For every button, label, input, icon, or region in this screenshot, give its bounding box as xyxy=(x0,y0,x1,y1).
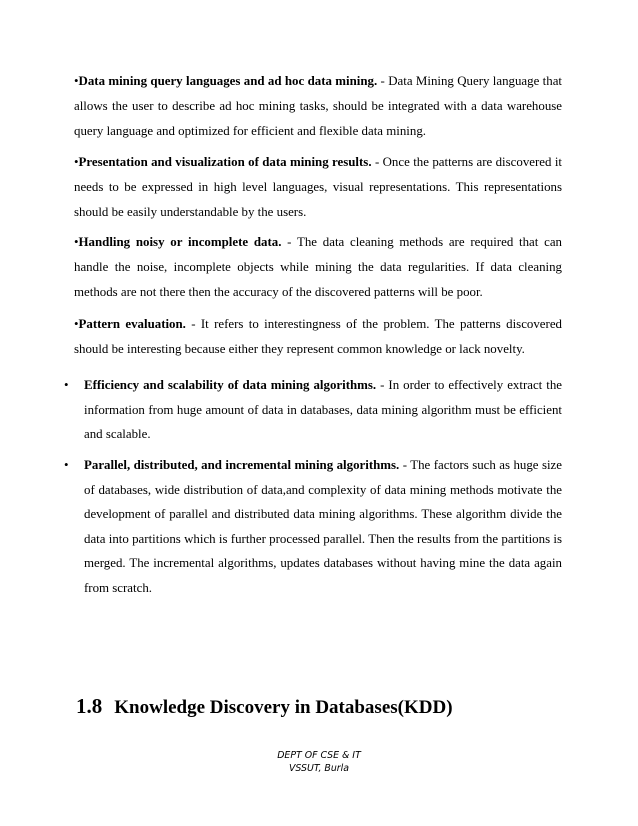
paragraph-text: - Data Mining Query language that allows the user to describe ad hoc mining tasks, should be integrated with a data warehouse query language and optimized for efficient and flexible data mining. xyxy=(74,74,562,139)
footer-department: DEPT OF CSE & IT xyxy=(277,750,361,761)
footer-institution: VSSUT, Burla xyxy=(289,763,349,774)
paragraph-title: Handling noisy or incomplete data. xyxy=(78,235,282,249)
paragraph-presentation-visualization xyxy=(74,150,562,226)
bullet-glyph: • xyxy=(64,458,69,472)
bullet-item-parallel xyxy=(64,453,562,601)
section-number: 1.8 xyxy=(76,694,103,718)
paragraph-pattern-evaluation xyxy=(74,312,562,362)
paragraph-noisy-data xyxy=(74,230,562,306)
section-heading xyxy=(76,694,453,719)
bullet-text: - In order to effectively extract the information from huge amount of data in databases, data mining algorithm must be efficient and scalable. xyxy=(84,378,562,442)
bullet-glyph: • xyxy=(74,235,79,249)
bullet-title: Efficiency and scalability of data mining algorithms. xyxy=(84,378,377,392)
bullet-title: Parallel, distributed, and incremental mining algorithms. xyxy=(84,458,400,472)
paragraph-text: - It refers to interestingness of the problem. The patterns discovered should be interesting because either they represent common knowledge or lack novelty. xyxy=(74,317,562,357)
paragraph-query-languages xyxy=(74,69,562,145)
bullet-glyph: • xyxy=(74,317,79,331)
paragraph-title: Presentation and visualization of data mining results. xyxy=(78,155,372,169)
paragraph-title: Pattern evaluation. xyxy=(78,317,186,331)
section-title: Knowledge Discovery in Databases(KDD) xyxy=(114,697,453,718)
paragraph-text: - The data cleaning methods are required that can handle the noise, incomplete objects while mining the data regularities. If data cleaning methods are not there then the accuracy of the discovered patterns will be poor. xyxy=(74,235,562,300)
paragraph-title: Data mining query languages and ad hoc data mining. xyxy=(78,74,378,88)
bullet-glyph: • xyxy=(64,378,69,392)
bullet-text: - The factors such as huge size of databases, wide distribution of data,and complexity of data mining methods motivate the development of parallel and distributed data mining algorithms. These algorithm divide the data into partitions which is further processed parallel. Then the results from the partitions is merged. The incremental algorithms, updates databases without having mine the data again from scratch. xyxy=(84,458,563,595)
paragraph-text: - Once the patterns are discovered it needs to be expressed in high level languages, visual representations. This representations should be easily understandable by the users. xyxy=(74,155,562,220)
bullet-item-efficiency xyxy=(64,373,562,447)
bullet-body xyxy=(84,453,562,601)
bullet-glyph: • xyxy=(74,155,79,169)
bullet-body xyxy=(84,373,562,447)
bullet-glyph: • xyxy=(74,74,79,88)
